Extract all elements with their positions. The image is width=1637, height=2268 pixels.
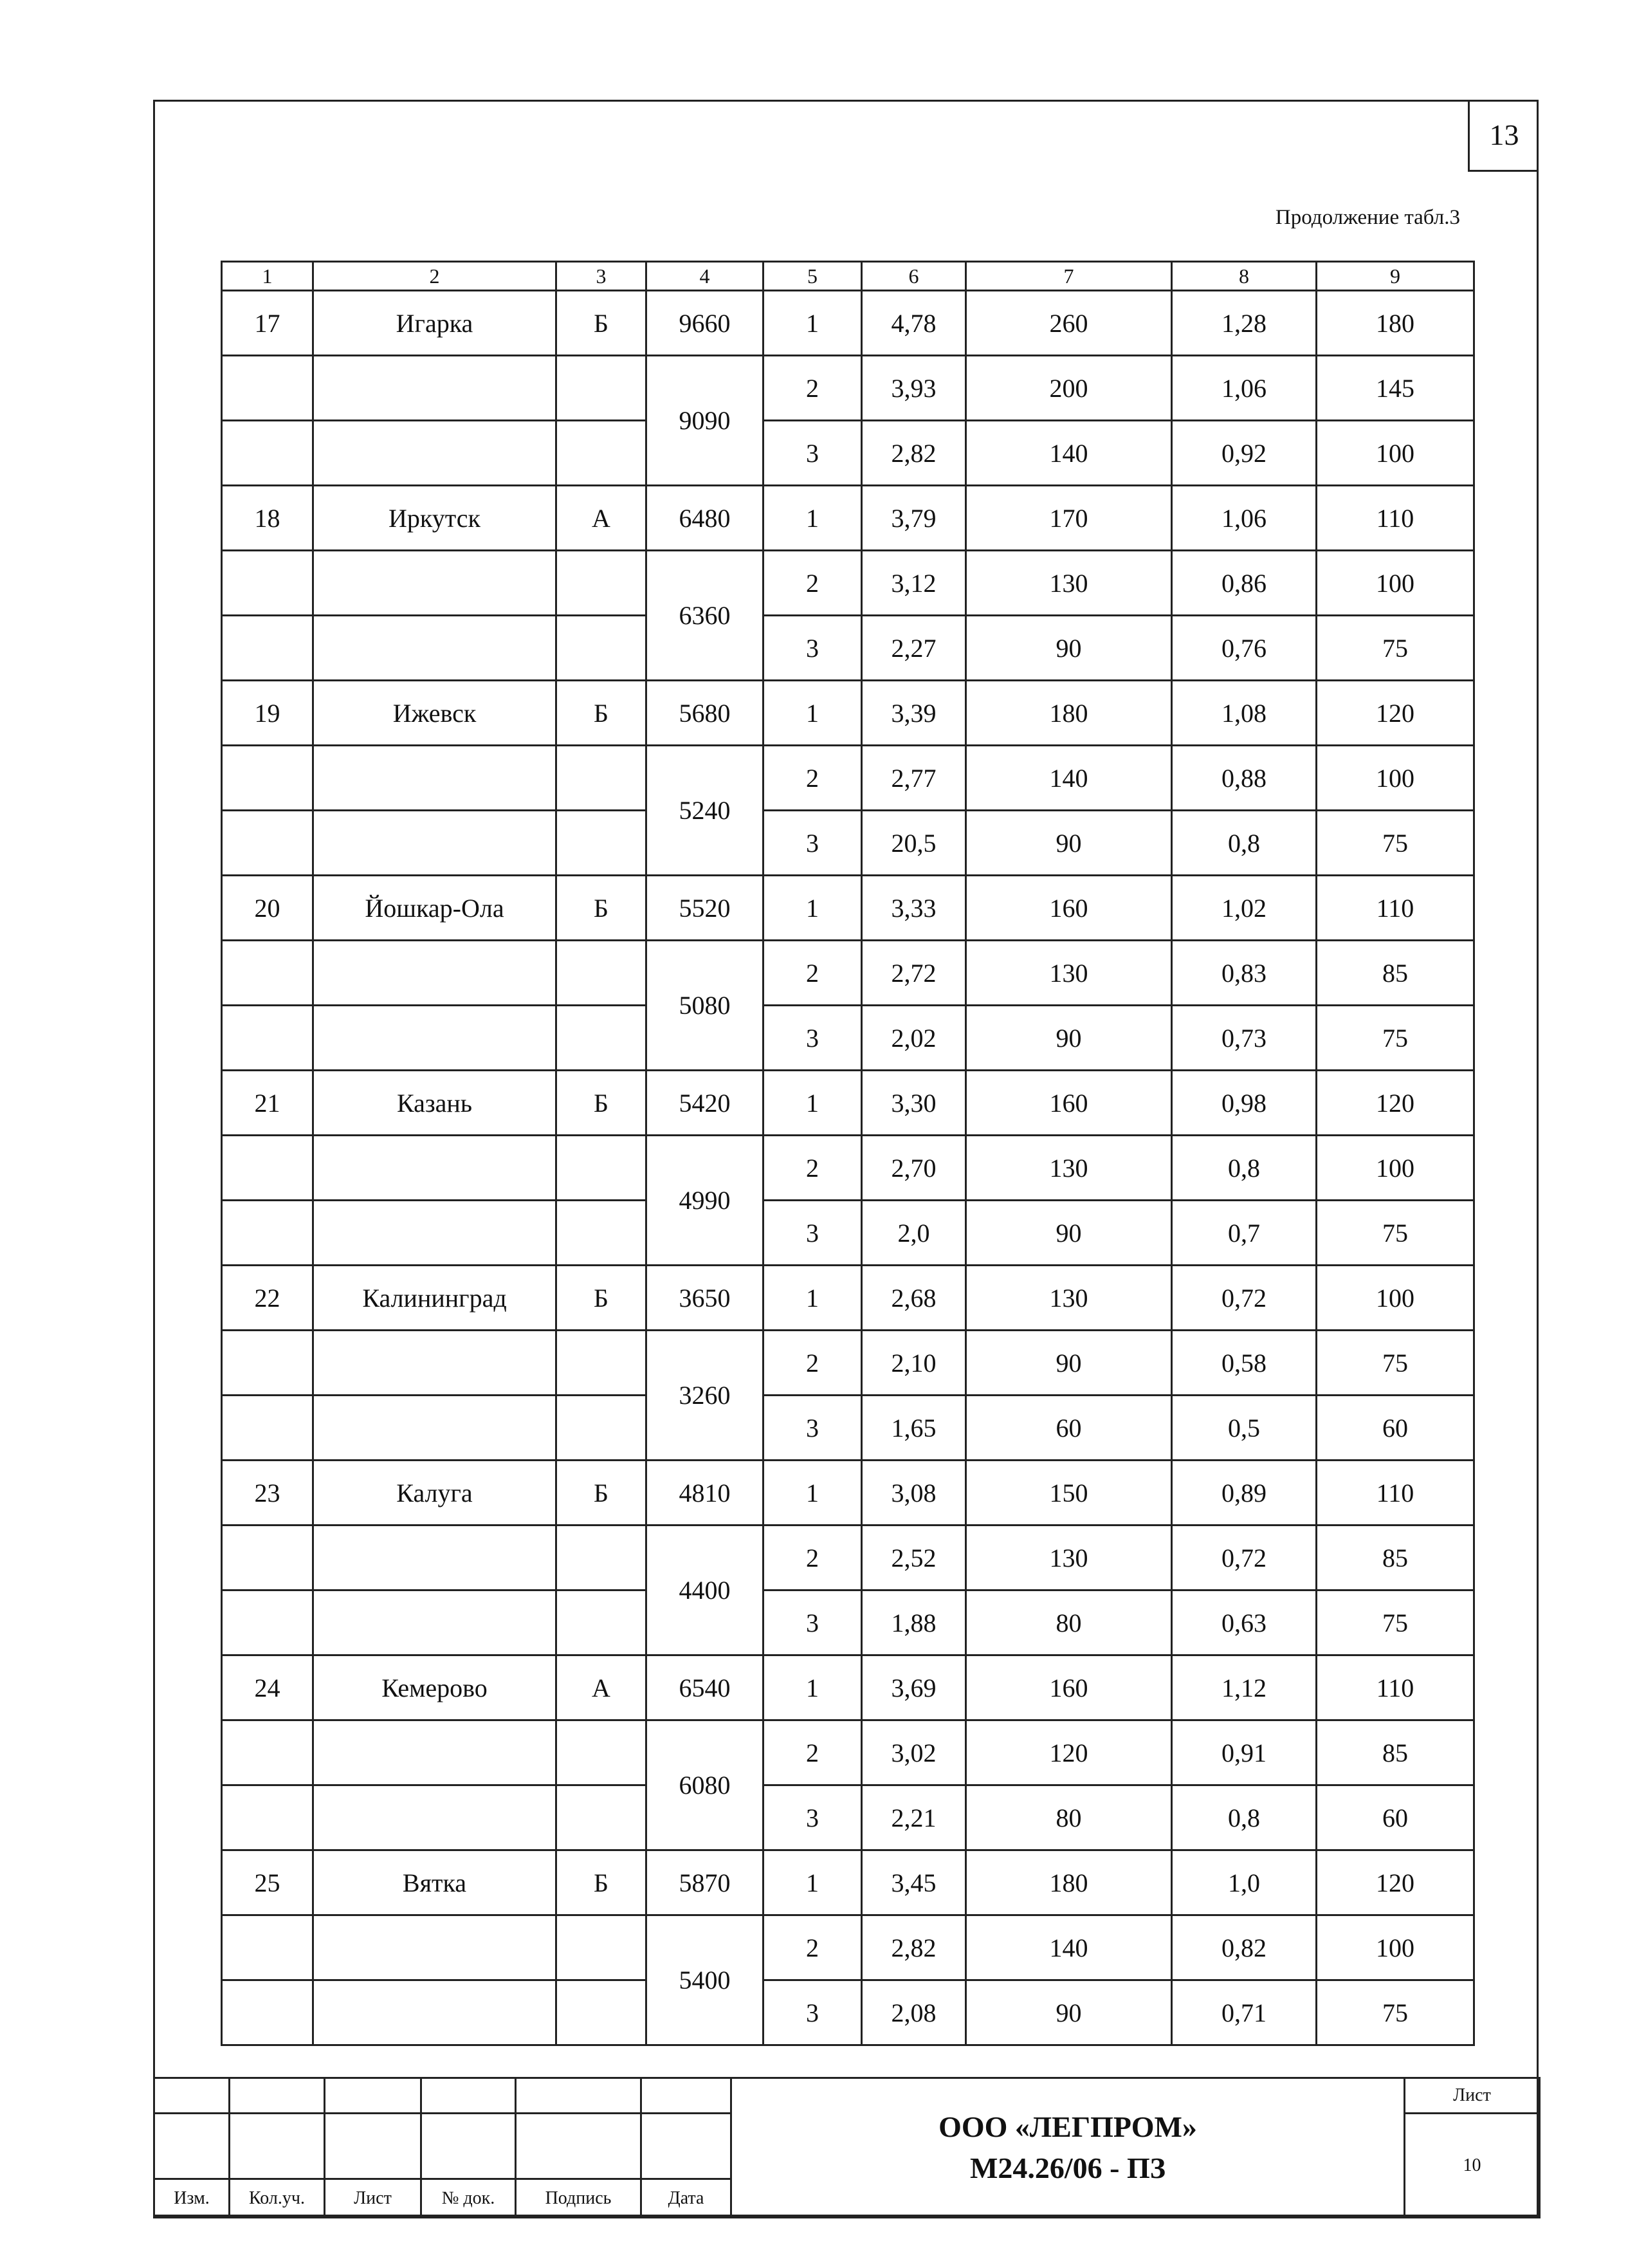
degree-days-cell: 4810	[646, 1461, 764, 1526]
row-number-cell: 24	[222, 1655, 313, 1720]
degree-days-cell: 4400	[646, 1526, 764, 1655]
category-cell: Б	[556, 681, 646, 746]
value-a-cell: 3,33	[862, 876, 966, 941]
period-cell: 3	[764, 1006, 862, 1071]
period-cell: 3	[764, 421, 862, 486]
period-cell: 1	[764, 1071, 862, 1136]
table-row	[222, 486, 1474, 551]
value-a-cell: 2,82	[862, 421, 966, 486]
row-number-cell: 19	[222, 681, 313, 746]
value-c-cell: 0,72	[1172, 1526, 1317, 1590]
row-number-cell: 18	[222, 486, 313, 551]
empty-cell	[313, 356, 556, 421]
value-d-cell: 100	[1317, 421, 1474, 486]
period-cell: 3	[764, 616, 862, 681]
value-c-cell: 0,82	[1172, 1915, 1317, 1980]
degree-days-cell: 3650	[646, 1266, 764, 1331]
value-c-cell: 0,5	[1172, 1396, 1317, 1461]
empty-cell	[313, 746, 556, 811]
category-cell: Б	[556, 1266, 646, 1331]
table-row	[222, 551, 1474, 616]
table-row	[222, 811, 1474, 876]
category-cell: Б	[556, 1071, 646, 1136]
empty-cell	[313, 811, 556, 876]
value-a-cell: 2,10	[862, 1331, 966, 1396]
empty-cell	[222, 1915, 313, 1980]
stamp-label-change: Изм.	[154, 2179, 230, 2218]
table-row	[222, 421, 1474, 486]
column-header: 6	[862, 262, 966, 291]
period-cell: 1	[764, 1655, 862, 1720]
degree-days-cell: 9660	[646, 291, 764, 356]
column-header: 3	[556, 262, 646, 291]
period-cell: 1	[764, 1850, 862, 1915]
empty-cell	[556, 941, 646, 1006]
period-cell: 3	[764, 1396, 862, 1461]
empty-cell	[222, 1720, 313, 1785]
value-b-cell: 140	[966, 421, 1172, 486]
value-b-cell: 200	[966, 356, 1172, 421]
category-cell: А	[556, 486, 646, 551]
stamp-title	[731, 2078, 1405, 2218]
table-row	[222, 746, 1474, 811]
value-b-cell: 90	[966, 1201, 1172, 1266]
degree-days-cell: 9090	[646, 356, 764, 486]
city-cell: Кемерово	[313, 1655, 556, 1720]
empty-cell	[313, 1201, 556, 1266]
value-d-cell: 100	[1317, 746, 1474, 811]
empty-cell	[556, 1331, 646, 1396]
value-a-cell: 4,78	[862, 291, 966, 356]
empty-cell	[222, 941, 313, 1006]
period-cell: 1	[764, 681, 862, 746]
value-b-cell: 150	[966, 1461, 1172, 1526]
value-c-cell: 0,92	[1172, 421, 1317, 486]
period-cell: 1	[764, 486, 862, 551]
value-c-cell: 0,71	[1172, 1980, 1317, 2045]
period-cell: 1	[764, 1461, 862, 1526]
empty-cell	[313, 1136, 556, 1201]
value-c-cell: 0,8	[1172, 1136, 1317, 1201]
column-header: 2	[313, 262, 556, 291]
stamp-cell	[154, 2078, 230, 2114]
period-cell: 2	[764, 1136, 862, 1201]
period-cell: 2	[764, 1331, 862, 1396]
value-b-cell: 120	[966, 1720, 1172, 1785]
value-d-cell: 100	[1317, 1266, 1474, 1331]
table-row	[222, 1071, 1474, 1136]
empty-cell	[556, 1396, 646, 1461]
value-c-cell: 1,28	[1172, 291, 1317, 356]
empty-cell	[313, 1006, 556, 1071]
empty-cell	[313, 616, 556, 681]
value-b-cell: 90	[966, 1980, 1172, 2045]
table-row	[222, 1201, 1474, 1266]
category-cell: Б	[556, 1461, 646, 1526]
value-b-cell: 160	[966, 876, 1172, 941]
degree-days-cell: 5080	[646, 941, 764, 1071]
stamp-cell	[421, 2114, 516, 2179]
value-a-cell: 3,79	[862, 486, 966, 551]
value-b-cell: 90	[966, 616, 1172, 681]
stamp-cell	[325, 2078, 421, 2114]
empty-cell	[556, 1590, 646, 1655]
row-number-cell: 23	[222, 1461, 313, 1526]
table-row	[222, 681, 1474, 746]
value-b-cell: 80	[966, 1785, 1172, 1850]
stamp-label-date: Дата	[641, 2179, 731, 2218]
table-row	[222, 1655, 1474, 1720]
value-b-cell: 60	[966, 1396, 1172, 1461]
value-c-cell: 0,76	[1172, 616, 1317, 681]
empty-cell	[556, 616, 646, 681]
value-c-cell: 0,91	[1172, 1720, 1317, 1785]
stamp-cell	[230, 2114, 325, 2179]
empty-cell	[556, 551, 646, 616]
empty-cell	[556, 1136, 646, 1201]
category-cell: Б	[556, 1850, 646, 1915]
category-cell: Б	[556, 876, 646, 941]
table-row	[222, 1266, 1474, 1331]
page-number: 13	[1468, 100, 1539, 172]
period-cell: 2	[764, 1915, 862, 1980]
city-cell: Ижевск	[313, 681, 556, 746]
value-a-cell: 3,02	[862, 1720, 966, 1785]
value-a-cell: 2,02	[862, 1006, 966, 1071]
value-d-cell: 100	[1317, 551, 1474, 616]
table-row	[222, 616, 1474, 681]
empty-cell	[313, 1331, 556, 1396]
period-cell: 1	[764, 291, 862, 356]
value-c-cell: 1,02	[1172, 876, 1317, 941]
value-a-cell: 20,5	[862, 811, 966, 876]
value-c-cell: 0,83	[1172, 941, 1317, 1006]
value-d-cell: 75	[1317, 1980, 1474, 2045]
column-header: 5	[764, 262, 862, 291]
value-d-cell: 75	[1317, 1006, 1474, 1071]
value-b-cell: 160	[966, 1071, 1172, 1136]
row-number-cell: 17	[222, 291, 313, 356]
city-cell: Игарка	[313, 291, 556, 356]
empty-cell	[313, 1785, 556, 1850]
city-cell: Казань	[313, 1071, 556, 1136]
degree-days-cell: 5870	[646, 1850, 764, 1915]
data-table	[221, 261, 1475, 2046]
table-row	[222, 1720, 1474, 1785]
value-b-cell: 140	[966, 746, 1172, 811]
empty-cell	[222, 1331, 313, 1396]
column-header: 1	[222, 262, 313, 291]
value-d-cell: 85	[1317, 1720, 1474, 1785]
value-a-cell: 2,72	[862, 941, 966, 1006]
empty-cell	[556, 1785, 646, 1850]
stamp-cell	[641, 2078, 731, 2114]
empty-cell	[222, 746, 313, 811]
degree-days-cell: 5240	[646, 746, 764, 876]
value-c-cell: 1,08	[1172, 681, 1317, 746]
empty-cell	[313, 551, 556, 616]
value-b-cell: 90	[966, 811, 1172, 876]
table-row	[222, 1396, 1474, 1461]
table-row	[222, 1785, 1474, 1850]
period-cell: 3	[764, 1785, 862, 1850]
value-d-cell: 85	[1317, 941, 1474, 1006]
value-c-cell: 0,7	[1172, 1201, 1317, 1266]
column-header: 4	[646, 262, 764, 291]
city-cell: Иркутск	[313, 486, 556, 551]
empty-cell	[313, 1590, 556, 1655]
value-b-cell: 90	[966, 1006, 1172, 1071]
value-c-cell: 1,06	[1172, 356, 1317, 421]
value-b-cell: 80	[966, 1590, 1172, 1655]
value-b-cell: 130	[966, 551, 1172, 616]
period-cell: 3	[764, 1590, 862, 1655]
value-a-cell: 1,65	[862, 1396, 966, 1461]
value-c-cell: 0,86	[1172, 551, 1317, 616]
value-b-cell: 90	[966, 1331, 1172, 1396]
category-cell: А	[556, 1655, 646, 1720]
value-c-cell: 0,63	[1172, 1590, 1317, 1655]
stamp-cell	[641, 2114, 731, 2179]
value-b-cell: 180	[966, 1850, 1172, 1915]
empty-cell	[222, 1526, 313, 1590]
value-d-cell: 75	[1317, 1331, 1474, 1396]
value-b-cell: 130	[966, 1266, 1172, 1331]
sheet-label: Лист	[1405, 2078, 1540, 2114]
value-a-cell: 2,70	[862, 1136, 966, 1201]
value-d-cell: 180	[1317, 291, 1474, 356]
empty-cell	[222, 616, 313, 681]
period-cell: 2	[764, 746, 862, 811]
value-d-cell: 75	[1317, 1201, 1474, 1266]
empty-cell	[313, 1720, 556, 1785]
row-number-cell: 20	[222, 876, 313, 941]
value-d-cell: 75	[1317, 811, 1474, 876]
empty-cell	[222, 1006, 313, 1071]
table-row	[222, 291, 1474, 356]
empty-cell	[222, 811, 313, 876]
document-code: М24.26/06 - ПЗ	[969, 2152, 1166, 2184]
value-b-cell: 130	[966, 941, 1172, 1006]
table-row	[222, 1331, 1474, 1396]
period-cell: 2	[764, 1526, 862, 1590]
degree-days-cell: 5420	[646, 1071, 764, 1136]
period-cell: 3	[764, 1980, 862, 2045]
value-a-cell: 2,27	[862, 616, 966, 681]
value-d-cell: 110	[1317, 1461, 1474, 1526]
value-b-cell: 130	[966, 1136, 1172, 1201]
degree-days-cell: 6540	[646, 1655, 764, 1720]
stamp-label-sheet: Лист	[325, 2179, 421, 2218]
stamp-cell	[154, 2114, 230, 2179]
value-c-cell: 0,73	[1172, 1006, 1317, 1071]
empty-cell	[556, 1526, 646, 1590]
empty-cell	[313, 941, 556, 1006]
company-name: ООО «ЛЕГПРОМ»	[938, 2110, 1197, 2143]
sheet-number: 10	[1405, 2114, 1540, 2218]
table-row	[222, 1526, 1474, 1590]
column-header: 8	[1172, 262, 1317, 291]
table-row	[222, 941, 1474, 1006]
column-header: 9	[1317, 262, 1474, 291]
empty-cell	[222, 1590, 313, 1655]
value-a-cell: 2,77	[862, 746, 966, 811]
period-cell: 3	[764, 1201, 862, 1266]
row-number-cell: 21	[222, 1071, 313, 1136]
empty-cell	[222, 1785, 313, 1850]
city-cell: Калининград	[313, 1266, 556, 1331]
value-a-cell: 2,82	[862, 1915, 966, 1980]
stamp-cell	[325, 2114, 421, 2179]
period-cell: 2	[764, 356, 862, 421]
value-d-cell: 120	[1317, 681, 1474, 746]
table-row	[222, 876, 1474, 941]
value-a-cell: 3,30	[862, 1071, 966, 1136]
empty-cell	[222, 551, 313, 616]
table-row	[222, 1590, 1474, 1655]
degree-days-cell: 3260	[646, 1331, 764, 1461]
table-body	[222, 262, 1474, 2045]
table-row	[222, 1136, 1474, 1201]
city-cell: Вятка	[313, 1850, 556, 1915]
value-c-cell: 0,58	[1172, 1331, 1317, 1396]
value-b-cell: 160	[966, 1655, 1172, 1720]
empty-cell	[313, 1915, 556, 1980]
degree-days-cell: 6080	[646, 1720, 764, 1850]
value-a-cell: 3,08	[862, 1461, 966, 1526]
value-b-cell: 130	[966, 1526, 1172, 1590]
degree-days-cell: 5680	[646, 681, 764, 746]
empty-cell	[556, 421, 646, 486]
empty-cell	[556, 356, 646, 421]
value-a-cell: 3,45	[862, 1850, 966, 1915]
value-a-cell: 3,69	[862, 1655, 966, 1720]
value-a-cell: 1,88	[862, 1590, 966, 1655]
stamp-cell	[516, 2114, 641, 2179]
degree-days-cell: 6480	[646, 486, 764, 551]
title-block	[153, 2077, 1541, 2218]
row-number-cell: 22	[222, 1266, 313, 1331]
period-cell: 3	[764, 811, 862, 876]
table-row	[222, 1850, 1474, 1915]
empty-cell	[222, 1201, 313, 1266]
value-d-cell: 85	[1317, 1526, 1474, 1590]
empty-cell	[556, 1201, 646, 1266]
empty-cell	[556, 811, 646, 876]
column-header: 7	[966, 262, 1172, 291]
value-c-cell: 0,8	[1172, 1785, 1317, 1850]
value-a-cell: 2,21	[862, 1785, 966, 1850]
empty-cell	[556, 1980, 646, 2045]
empty-cell	[222, 1980, 313, 2045]
empty-cell	[222, 421, 313, 486]
value-d-cell: 120	[1317, 1071, 1474, 1136]
value-b-cell: 140	[966, 1915, 1172, 1980]
row-number-cell: 25	[222, 1850, 313, 1915]
table-caption: Продолжение табл.3	[1275, 206, 1460, 229]
value-c-cell: 0,88	[1172, 746, 1317, 811]
empty-cell	[313, 1526, 556, 1590]
value-d-cell: 110	[1317, 876, 1474, 941]
stamp-cell	[421, 2078, 516, 2114]
empty-cell	[222, 1136, 313, 1201]
table-row	[222, 1006, 1474, 1071]
value-d-cell: 60	[1317, 1396, 1474, 1461]
value-d-cell: 75	[1317, 1590, 1474, 1655]
value-a-cell: 2,0	[862, 1201, 966, 1266]
empty-cell	[313, 1980, 556, 2045]
table-row	[222, 1461, 1474, 1526]
value-c-cell: 1,06	[1172, 486, 1317, 551]
value-a-cell: 2,68	[862, 1266, 966, 1331]
degree-days-cell: 5520	[646, 876, 764, 941]
stamp-label-count: Кол.уч.	[230, 2179, 325, 2218]
value-a-cell: 3,12	[862, 551, 966, 616]
empty-cell	[313, 1396, 556, 1461]
empty-cell	[556, 1915, 646, 1980]
value-d-cell: 75	[1317, 616, 1474, 681]
table-row	[222, 1980, 1474, 2045]
stamp-cell	[230, 2078, 325, 2114]
value-c-cell: 1,12	[1172, 1655, 1317, 1720]
value-c-cell: 0,8	[1172, 811, 1317, 876]
city-cell: Йошкар-Ола	[313, 876, 556, 941]
value-c-cell: 1,0	[1172, 1850, 1317, 1915]
value-d-cell: 60	[1317, 1785, 1474, 1850]
stamp-label-signature: Подпись	[516, 2179, 641, 2218]
header-row	[222, 262, 1474, 291]
empty-cell	[556, 1006, 646, 1071]
value-a-cell: 3,39	[862, 681, 966, 746]
value-b-cell: 260	[966, 291, 1172, 356]
value-d-cell: 100	[1317, 1915, 1474, 1980]
empty-cell	[222, 356, 313, 421]
value-a-cell: 2,52	[862, 1526, 966, 1590]
empty-cell	[313, 421, 556, 486]
period-cell: 2	[764, 551, 862, 616]
degree-days-cell: 5400	[646, 1915, 764, 2045]
degree-days-cell: 6360	[646, 551, 764, 681]
period-cell: 2	[764, 1720, 862, 1785]
empty-cell	[556, 746, 646, 811]
value-c-cell: 0,98	[1172, 1071, 1317, 1136]
period-cell: 1	[764, 876, 862, 941]
value-d-cell: 110	[1317, 486, 1474, 551]
value-c-cell: 0,72	[1172, 1266, 1317, 1331]
value-b-cell: 170	[966, 486, 1172, 551]
empty-cell	[222, 1396, 313, 1461]
value-b-cell: 180	[966, 681, 1172, 746]
empty-cell	[556, 1720, 646, 1785]
table-row	[222, 1915, 1474, 1980]
value-a-cell: 3,93	[862, 356, 966, 421]
degree-days-cell: 4990	[646, 1136, 764, 1266]
table-row	[222, 356, 1474, 421]
period-cell: 1	[764, 1266, 862, 1331]
stamp-cell	[516, 2078, 641, 2114]
value-a-cell: 2,08	[862, 1980, 966, 2045]
value-d-cell: 100	[1317, 1136, 1474, 1201]
value-d-cell: 145	[1317, 356, 1474, 421]
stamp-label-docno: № док.	[421, 2179, 516, 2218]
value-d-cell: 120	[1317, 1850, 1474, 1915]
category-cell: Б	[556, 291, 646, 356]
value-d-cell: 110	[1317, 1655, 1474, 1720]
city-cell: Калуга	[313, 1461, 556, 1526]
value-c-cell: 0,89	[1172, 1461, 1317, 1526]
period-cell: 2	[764, 941, 862, 1006]
